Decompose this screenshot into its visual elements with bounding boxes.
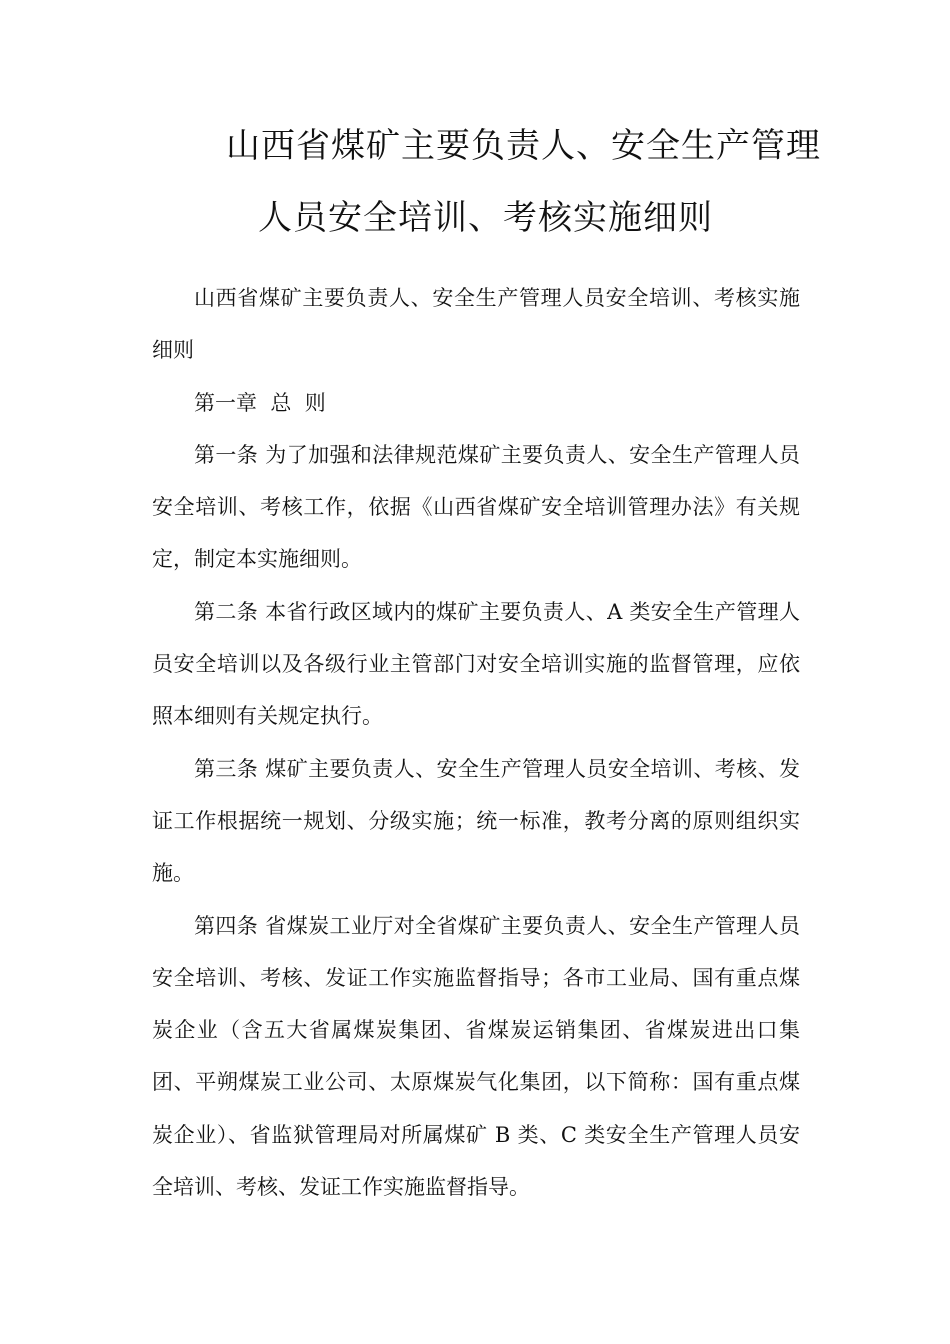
article-2: 第二条 本省行政区域内的煤矿主要负责人、A 类安全生产管理人员安全培训以及各级行业主管部门对安全培训实施的监督管理，应依照本细则有关规定执行。 bbox=[152, 599, 800, 729]
article-3: 第三条 煤矿主要负责人、安全生产管理人员安全培训、考核、发证工作根据统一规划、分级实施；统一标准，教考分离的原则组织实施。 bbox=[152, 756, 800, 886]
document-title-line1: 山西省煤矿主要负责人、安全生产管理 bbox=[226, 126, 821, 166]
paragraph-intro: 山西省煤矿主要负责人、安全生产管理人员安全培训、考核实施细则 bbox=[152, 286, 800, 363]
article-1: 第一条 为了加强和法律规范煤矿主要负责人、安全生产管理人员安全培训、考核工作，依据《山西省煤矿安全培训管理办法》有关规定，制定本实施细则。 bbox=[152, 442, 800, 572]
article-4: 第四条 省煤炭工业厅对全省煤矿主要负责人、安全生产管理人员安全培训、考核、发证工作实施监督指导；各市工业局、国有重点煤炭企业（含五大省属煤炭集团、省煤炭运销集团、省煤炭进出口集团、平朔煤炭工业公司、太原煤炭气化集团，以下简称：国有重点煤炭企业）、省监狱管理局对所属煤矿 B 类、C 类安全生产管理人员安全培训、考核、发证工作实施监督指导。 bbox=[152, 913, 800, 1200]
chapter-heading: 第一章 总 则 bbox=[194, 390, 326, 415]
document-body bbox=[152, 272, 800, 1213]
document-title-line2: 人员安全培训、考核实施细则 bbox=[258, 198, 713, 238]
